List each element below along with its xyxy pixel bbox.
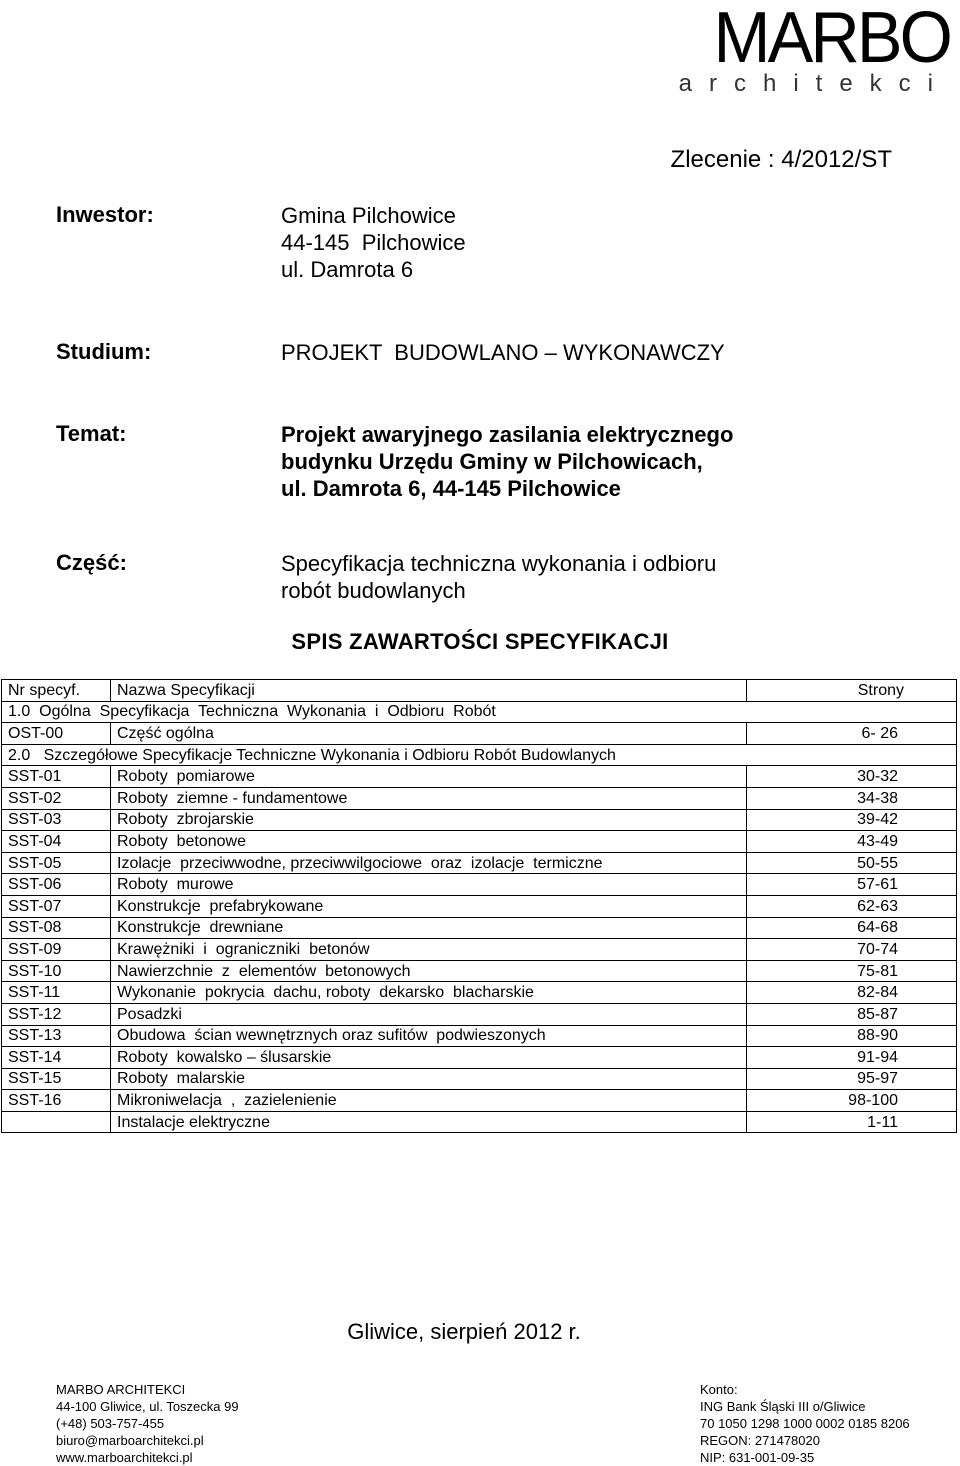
spec-pages: 70-74 [747, 939, 957, 961]
footer-line: REGON: 271478020 [700, 1433, 820, 1448]
spec-pages: 34-38 [747, 787, 957, 809]
spec-name: Roboty betonowe [111, 831, 747, 853]
spec-number: SST-15 [2, 1068, 111, 1090]
spec-name: Roboty zbrojarskie [111, 809, 747, 831]
footer-bank [700, 1381, 910, 1466]
spec-number: SST-02 [2, 787, 111, 809]
table-row [2, 874, 957, 896]
spec-number: SST-03 [2, 809, 111, 831]
table-row [2, 1111, 957, 1133]
header-name: Nazwa Specyfikacji [111, 680, 747, 702]
table-row [2, 1003, 957, 1025]
table-row [2, 831, 957, 853]
spec-number: SST-10 [2, 960, 111, 982]
spec-pages: 6- 26 [747, 723, 957, 745]
header-nr: Nr specyf. [2, 680, 111, 702]
spec-name: Roboty murowe [111, 874, 747, 896]
part-line: Specyfikacja techniczna wykonania i odbioru [281, 551, 717, 576]
spec-name: Roboty malarskie [111, 1068, 747, 1090]
footer-line: NIP: 631-001-09-35 [700, 1450, 815, 1465]
spec-name: Obudowa ścian wewnętrznych oraz sufitów podwieszonych [111, 1025, 747, 1047]
spec-number: SST-16 [2, 1090, 111, 1112]
spec-pages: 39-42 [747, 809, 957, 831]
spec-pages: 30-32 [747, 766, 957, 788]
part-line: robót budowlanych [281, 578, 466, 603]
table-row [2, 960, 957, 982]
spec-pages: 91-94 [747, 1047, 957, 1069]
topic-line: ul. Damrota 6, 44-145 Pilchowice [281, 476, 621, 501]
spec-pages: 57-61 [747, 874, 957, 896]
spec-number: SST-07 [2, 895, 111, 917]
topic-line: budynku Urzędu Gminy w Pilchowicach, [281, 449, 703, 474]
study-value [281, 339, 725, 366]
section-2-title: 2.0 Szczegółowe Specyfikacje Techniczne Wykonania i Odbioru Robót Budowlanych [2, 744, 957, 766]
spec-pages: 82-84 [747, 982, 957, 1004]
footer-line: (+48) 503-757-455 [56, 1416, 165, 1431]
order-number: Zlecenie : 4/2012/ST [670, 146, 892, 173]
footer-line: 70 1050 1298 1000 0002 0185 8206 [700, 1416, 910, 1431]
table-row [2, 766, 957, 788]
table-row [2, 809, 957, 831]
section-row [2, 744, 957, 766]
spec-name: Nawierzchnie z elementów betonowych [111, 960, 747, 982]
table-row [2, 939, 957, 961]
spec-pages: 98-100 [747, 1090, 957, 1112]
spec-number: SST-01 [2, 766, 111, 788]
spec-name: Posadzki [111, 1003, 747, 1025]
footer-line: Konto: [700, 1382, 738, 1397]
table-row [2, 1025, 957, 1047]
spec-pages: 85-87 [747, 1003, 957, 1025]
footer-website: www.marboarchitekci.pl [56, 1450, 193, 1465]
footer-line: ING Bank Śląski III o/Gliwice [700, 1399, 866, 1414]
spec-pages: 62-63 [747, 895, 957, 917]
spec-number: SST-14 [2, 1047, 111, 1069]
study-label: Studium: [56, 339, 152, 364]
spec-number [2, 1111, 111, 1133]
spec-number: SST-13 [2, 1025, 111, 1047]
spec-name: Roboty kowalsko – ślusarskie [111, 1047, 747, 1069]
spec-name: Roboty pomiarowe [111, 766, 747, 788]
spec-pages: 64-68 [747, 917, 957, 939]
table-row [2, 1068, 957, 1090]
investor-line: 44-145 Pilchowice [281, 230, 466, 255]
table-header-row [2, 680, 957, 702]
spec-name: Izolacje przeciwwodne, przeciwwilgociowe oraz izolacje termiczne [111, 852, 747, 874]
footer-company [56, 1381, 239, 1466]
table-row [2, 1090, 957, 1112]
spec-number: SST-11 [2, 982, 111, 1004]
logo-wordmark: MARBO [713, 0, 950, 78]
spec-number: SST-12 [2, 1003, 111, 1025]
section-1-title: 1.0 Ogólna Specyfikacja Techniczna Wykonania i Odbioru Robót [2, 701, 957, 723]
spec-number: SST-08 [2, 917, 111, 939]
part-label: Część: [56, 550, 127, 575]
footer-email: biuro@marboarchitekci.pl [56, 1433, 204, 1448]
spec-pages: 43-49 [747, 831, 957, 853]
topic-label: Temat: [56, 421, 127, 446]
spec-pages: 75-81 [747, 960, 957, 982]
topic-value [281, 421, 733, 502]
investor-value [281, 202, 466, 283]
table-row [2, 895, 957, 917]
toc-table [1, 679, 957, 1133]
topic-line: Projekt awaryjnego zasilania elektrycznego [281, 422, 734, 447]
part-value [281, 550, 716, 604]
place-date: Gliwice, sierpień 2012 r. [347, 1319, 581, 1344]
table-row [2, 1047, 957, 1069]
table-row [2, 787, 957, 809]
spec-name: Wykonanie pokrycia dachu, roboty dekarsko blacharskie [111, 982, 747, 1004]
logo-subtitle: architekci [678, 70, 950, 97]
table-row [2, 982, 957, 1004]
spec-pages: 88-90 [747, 1025, 957, 1047]
table-row [2, 917, 957, 939]
footer-line: 44-100 Gliwice, ul. Toszecka 99 [56, 1399, 239, 1414]
spec-name: Konstrukcje drewniane [111, 917, 747, 939]
investor-line: ul. Damrota 6 [281, 257, 414, 282]
company-logo [678, 0, 956, 98]
header-pages: Strony [747, 680, 957, 702]
spec-name: Roboty ziemne - fundamentowe [111, 787, 747, 809]
spec-pages: 50-55 [747, 852, 957, 874]
investor-label: Inwestor: [56, 202, 154, 227]
investor-line: Gmina Pilchowice [281, 203, 456, 228]
spec-name: Krawężniki i ograniczniki betonów [111, 939, 747, 961]
spec-number: SST-04 [2, 831, 111, 853]
toc-title: SPIS ZAWARTOŚCI SPECYFIKACJI [291, 629, 669, 654]
table-row [2, 723, 957, 745]
spec-number: SST-05 [2, 852, 111, 874]
spec-name: Instalacje elektryczne [111, 1111, 747, 1133]
spec-number: OST-00 [2, 723, 111, 745]
spec-pages: 1-11 [747, 1111, 957, 1133]
spec-name: Mikroniwelacja , zazielenienie [111, 1090, 747, 1112]
table-row [2, 852, 957, 874]
spec-number: SST-06 [2, 874, 111, 896]
spec-name: Konstrukcje prefabrykowane [111, 895, 747, 917]
footer-line: MARBO ARCHITEKCI [56, 1382, 186, 1397]
spec-name: Część ogólna [111, 723, 747, 745]
spec-pages: 95-97 [747, 1068, 957, 1090]
spec-number: SST-09 [2, 939, 111, 961]
study-line: PROJEKT BUDOWLANO – WYKONAWCZY [281, 340, 725, 365]
section-row [2, 701, 957, 723]
